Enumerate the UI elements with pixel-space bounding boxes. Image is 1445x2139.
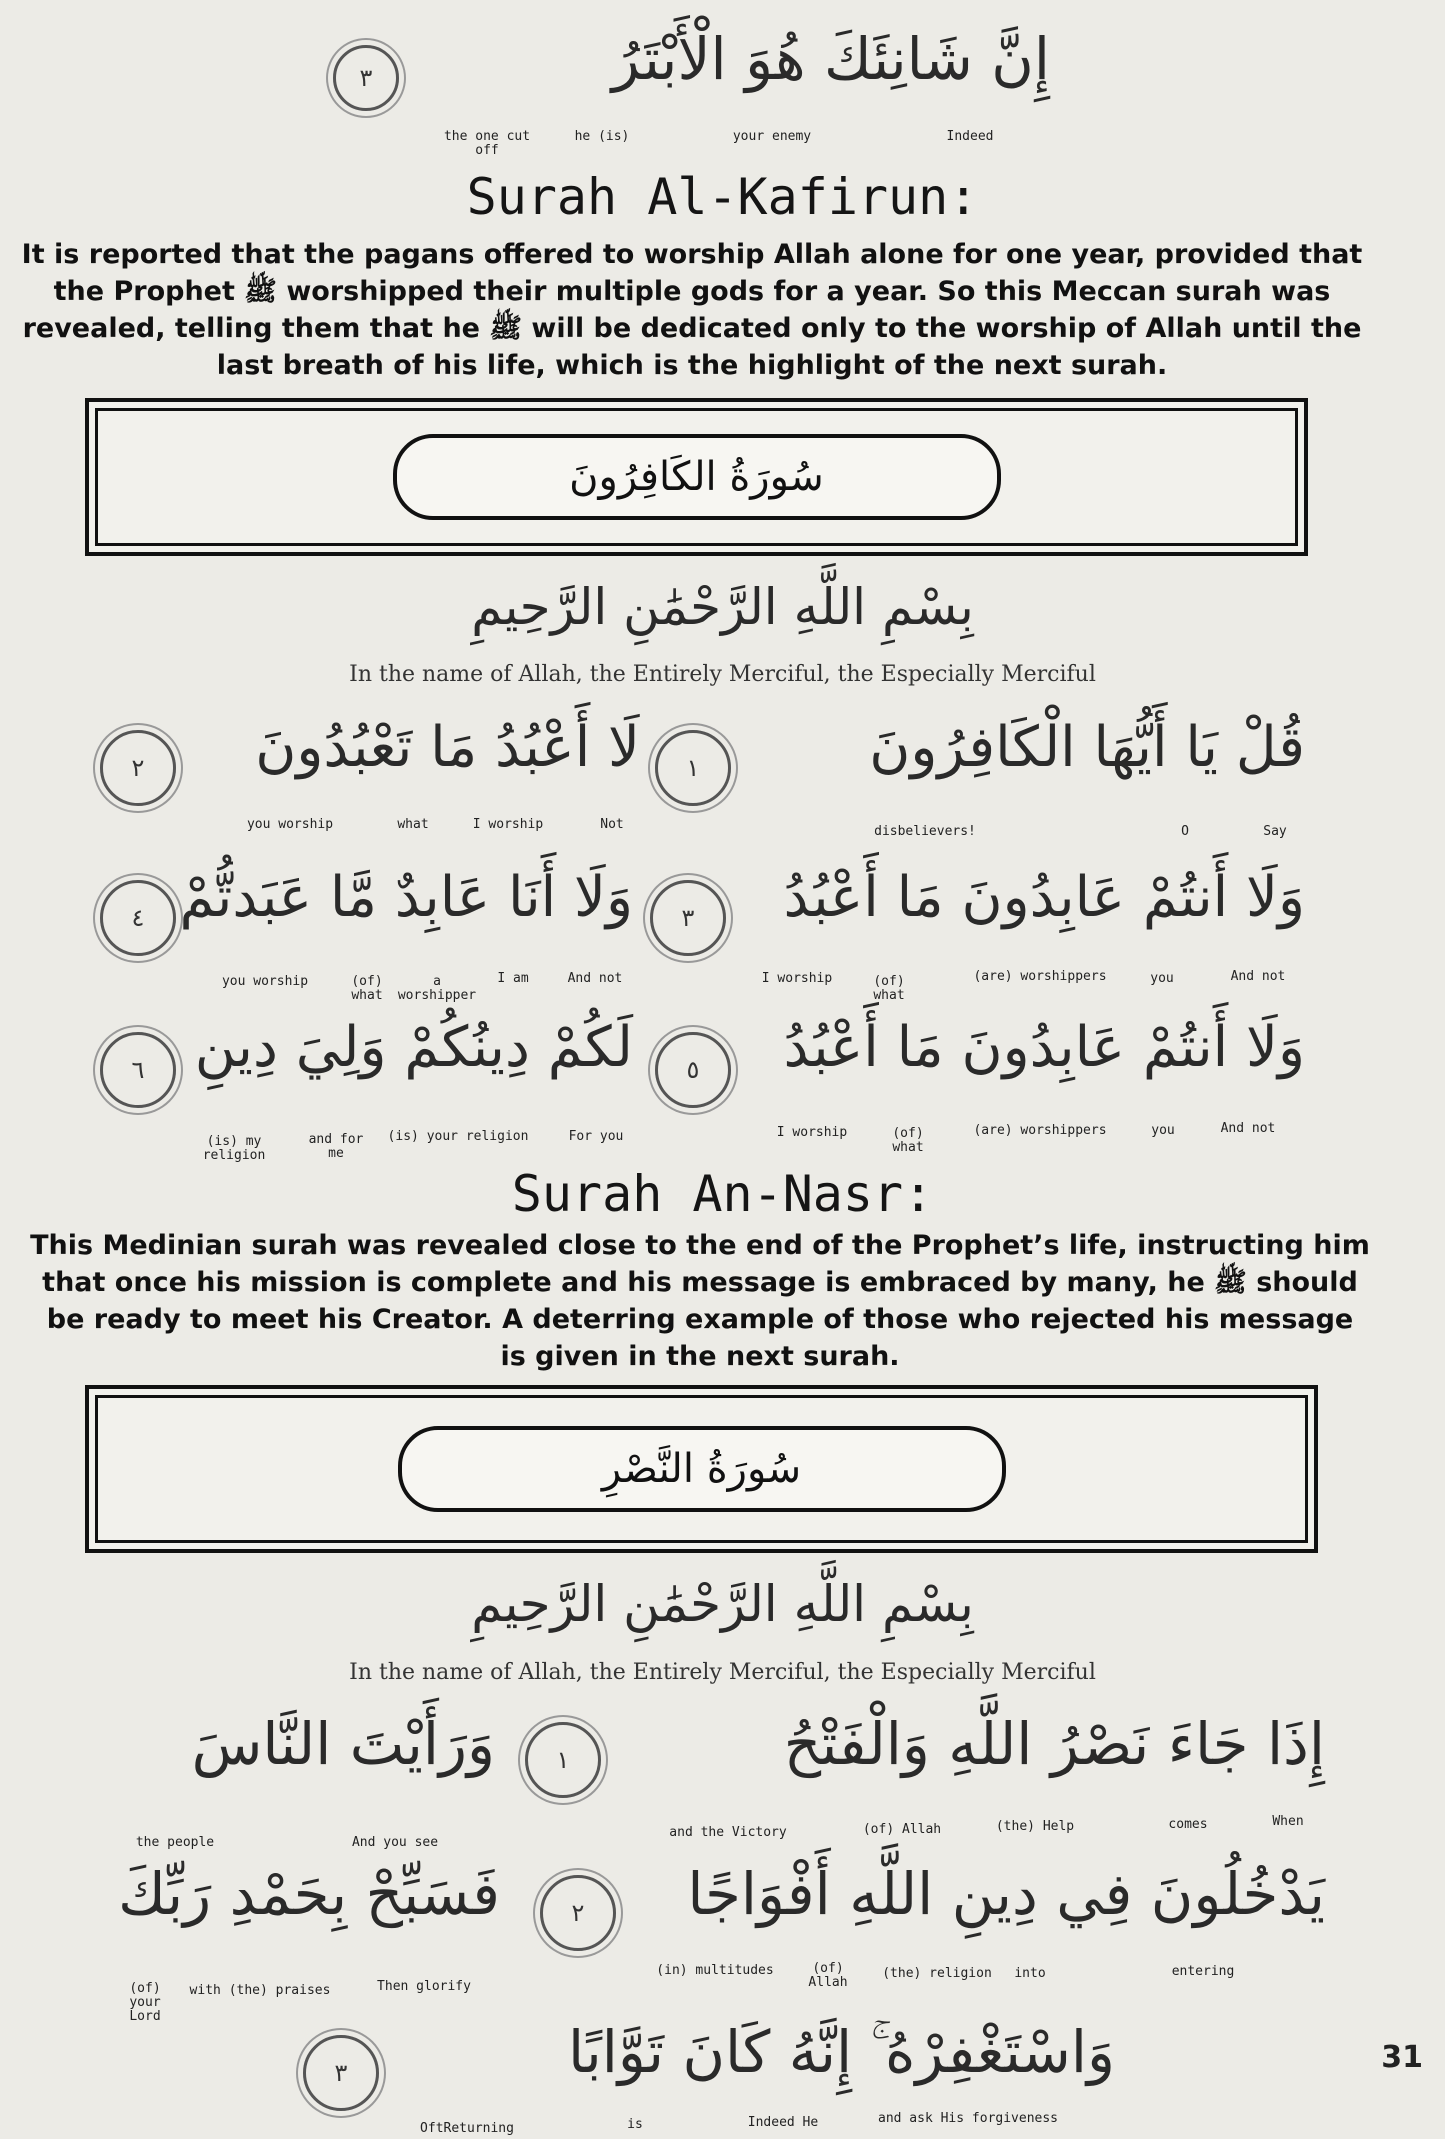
gloss-word: (of) what [892, 1126, 924, 1155]
nasr-basmala: بِسْمِ اللَّهِ الرَّحْمَٰنِ الرَّحِيمِ [471, 1575, 974, 1633]
gloss-word: a worshipper [397, 974, 477, 1003]
gloss-word: And not [1230, 969, 1286, 984]
gloss-word: (of) your Lord [129, 1981, 161, 2024]
ayah-marker: ٤ [100, 880, 176, 956]
verse-arabic: وَاسْتَغْفِرْهُ ۚ إِنَّهُ كَانَ تَوَّابًا [567, 2018, 1115, 2086]
verse-arabic: وَلَا أَنَا عَابِدٌ مَّا عَبَدتُّمْ [179, 865, 633, 930]
gloss-word: with (the) praises [189, 1983, 331, 1998]
gloss-word: (of) Allah [808, 1961, 848, 1990]
gloss-word: (of) what [351, 974, 383, 1003]
gloss-word: (is) your religion [387, 1129, 529, 1144]
gloss-word: what [397, 817, 429, 832]
ayah-marker: ١ [655, 730, 731, 806]
verse-arabic: لَا أَعْبُدُ مَا تَعْبُدُونَ [255, 715, 640, 780]
verse-arabic: وَلَا أَنتُمْ عَابِدُونَ مَا أَعْبُدُ [783, 865, 1305, 930]
verse-arabic: لَكُمْ دِينُكُمْ وَلِيَ دِينِ [194, 1015, 633, 1080]
gloss-word: (is) my religion [202, 1134, 266, 1163]
ayah-marker: ٣ [650, 880, 726, 956]
gloss-word: Indeed He [747, 2115, 819, 2130]
nasr-banner-title: سُورَةُ النَّصْرِ [601, 1446, 802, 1492]
gloss-word: entering [1171, 1964, 1235, 1979]
gloss-word: (are) worshippers [973, 969, 1107, 984]
kafirun-basmala-translation: In the name of Allah, the Entirely Merciful, the Especially Merciful [349, 662, 1096, 687]
banner-title-frame [398, 1426, 1006, 1512]
verse-arabic: قُلْ يَا أَيُّهَا الْكَافِرُونَ [869, 715, 1305, 780]
gloss-word: (in) multitudes [656, 1963, 774, 1978]
gloss-word: and the Victory [669, 1825, 787, 1840]
kafirun-heading: Surah Al-Kafirun: [466, 168, 979, 226]
gloss-word: (of) what [873, 974, 905, 1003]
banner-title-frame [393, 434, 1001, 520]
gloss-word: is [627, 2117, 643, 2132]
verse-arabic: وَلَا أَنتُمْ عَابِدُونَ مَا أَعْبُدُ [783, 1015, 1305, 1080]
gloss-word: Then glorify [377, 1979, 471, 1994]
ayah-marker: ٣ [333, 45, 399, 111]
gloss-word: he (is) [574, 129, 630, 144]
gloss-word: I worship [761, 971, 833, 986]
gloss-word: And not [567, 971, 623, 986]
gloss-word: I worship [472, 817, 544, 832]
gloss-word: Indeed [946, 129, 994, 144]
gloss-word: you [1151, 1123, 1175, 1138]
gloss-word: Say [1263, 824, 1287, 839]
gloss-word: into [1014, 1966, 1046, 1981]
gloss-word: I am [497, 971, 529, 986]
gloss-word: you [1150, 971, 1174, 986]
gloss-word: and ask His forgiveness [877, 2111, 1059, 2126]
nasr-banner [85, 1385, 1318, 1553]
gloss-word: OftReturning [420, 2121, 514, 2136]
kafirun-banner-title: سُورَةُ الكَافِرُونَ [569, 454, 824, 500]
ayah-marker: ٦ [100, 1032, 176, 1108]
gloss-word: (of) Allah [862, 1822, 942, 1837]
nasr-basmala-translation: In the name of Allah, the Entirely Merciful, the Especially Merciful [349, 1660, 1096, 1685]
kafirun-banner [85, 398, 1308, 556]
gloss-word: Not [600, 817, 624, 832]
verse-arabic: إِذَا جَاءَ نَصْرُ اللَّهِ وَالْفَتْحُ [783, 1710, 1325, 1778]
nasr-heading: Surah An-Nasr: [511, 1165, 934, 1223]
kafirun-intro: It is reported that the pagans offered to worship Allah alone for one year, provided that the Prophet ﷺ worshipped their multiple gods for a year. So this Meccan surah was revealed, telling them that he ﷺ will be dedicated only to the worship of Allah until the last breath of his life, which is the highlight of the next surah. [21, 239, 1363, 381]
gloss-word: For you [568, 1129, 624, 1144]
gloss-word: I worship [776, 1125, 848, 1140]
gloss-word: (the) Help [995, 1819, 1075, 1834]
gloss-word: disbelievers! [874, 824, 976, 839]
gloss-word: you worship [221, 974, 309, 989]
gloss-word: your enemy [732, 129, 812, 144]
ayah-marker: ١ [525, 1722, 601, 1798]
ayah-marker: ٢ [540, 1875, 616, 1951]
gloss-word: comes [1168, 1817, 1208, 1832]
top-verse-arabic: إِنَّ شَانِئَكَ هُوَ الْأَبْتَرُ [611, 25, 1050, 93]
ayah-marker: ٣ [303, 2035, 379, 2111]
gloss-word: the one cut off [443, 129, 531, 158]
page-number: 31 [1381, 2040, 1423, 2075]
gloss-word: and for me [308, 1132, 364, 1161]
ayah-marker: ٢ [100, 730, 176, 806]
verse-arabic: وَرَأَيْتَ النَّاسَ [191, 1710, 495, 1778]
kafirun-basmala: بِسْمِ اللَّهِ الرَّحْمَٰنِ الرَّحِيمِ [471, 578, 974, 636]
gloss-word: (are) worshippers [973, 1123, 1107, 1138]
nasr-intro: This Medinian surah was revealed close to the end of the Prophet’s life, instructing him that once his mission is complete and his message is embraced by many, he ﷺ should be ready to meet his Creator. A deterring example of those who rejected his message is given in the next surah. [30, 1230, 1370, 1372]
verse-arabic: فَسَبِّحْ بِحَمْدِ رَبِّكَ [118, 1860, 500, 1928]
gloss-word: O [1181, 824, 1189, 839]
gloss-word: And not [1220, 1121, 1276, 1136]
gloss-word: you worship [246, 817, 334, 832]
gloss-word: And you see [351, 1835, 439, 1850]
gloss-word: the people [135, 1835, 215, 1850]
verse-arabic: يَدْخُلُونَ فِي دِينِ اللَّهِ أَفْوَاجًا [687, 1860, 1325, 1928]
gloss-word: (the) religion [882, 1966, 992, 1981]
gloss-word: When [1272, 1814, 1304, 1829]
ayah-marker: ٥ [655, 1032, 731, 1108]
